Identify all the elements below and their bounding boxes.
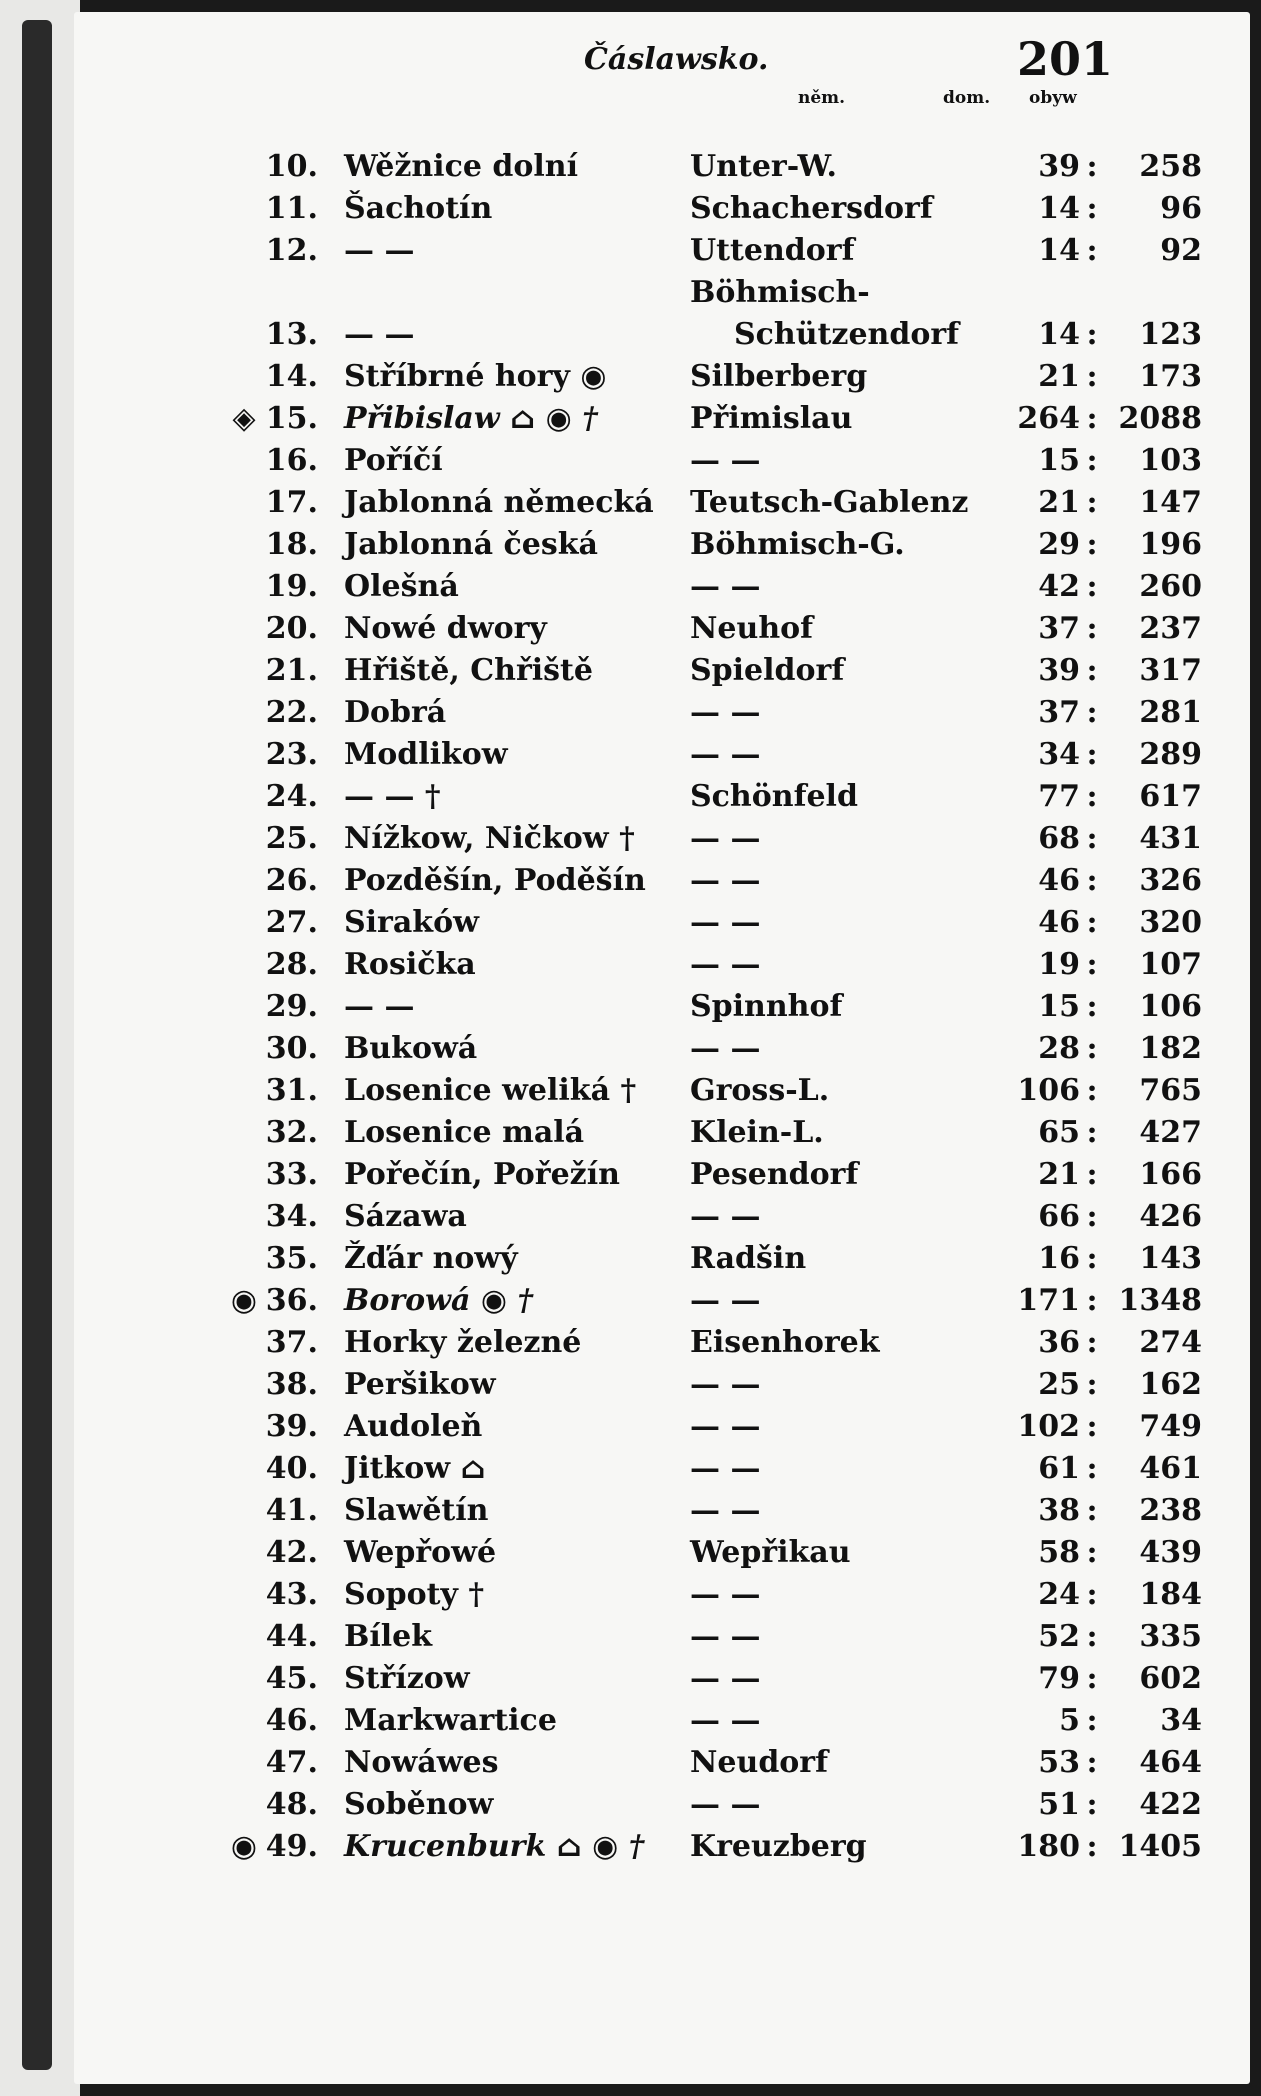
ratio-colon: : bbox=[1086, 191, 1098, 226]
inhabitant-count: 317 bbox=[1139, 653, 1202, 688]
place-name-german: Gross-L. bbox=[690, 1073, 830, 1108]
place-name-german: Klein-L. bbox=[690, 1115, 824, 1150]
ratio-colon: : bbox=[1086, 1493, 1098, 1528]
table-row bbox=[74, 1112, 1250, 1154]
place-name-german: Unter-W. bbox=[690, 149, 837, 184]
house-count: 28 bbox=[1038, 1031, 1080, 1066]
place-name-czech: Jablonná německá bbox=[344, 485, 654, 520]
place-name-czech: Jitkow ⌂ bbox=[344, 1451, 486, 1486]
house-count: 29 bbox=[1038, 527, 1080, 562]
ratio-colon: : bbox=[1086, 1283, 1098, 1318]
inhabitant-count: 602 bbox=[1139, 1661, 1202, 1696]
ratio-colon: : bbox=[1086, 653, 1098, 688]
row-number: 15. bbox=[265, 401, 318, 436]
ratio-colon: : bbox=[1086, 1661, 1098, 1696]
house-count: 39 bbox=[1038, 653, 1080, 688]
place-name-czech: Pozděšín, Poděšín bbox=[344, 863, 646, 898]
ratio-colon: : bbox=[1086, 401, 1098, 436]
inhabitant-count: 34 bbox=[1160, 1703, 1202, 1738]
place-name-german: Silberberg bbox=[690, 359, 868, 394]
inhabitant-count: 182 bbox=[1139, 1031, 1202, 1066]
house-count: 79 bbox=[1038, 1661, 1080, 1696]
inhabitant-count: 143 bbox=[1139, 1241, 1202, 1276]
table-row bbox=[74, 608, 1250, 650]
table-row bbox=[74, 1616, 1250, 1658]
house-count: 14 bbox=[1038, 317, 1080, 352]
house-count: 52 bbox=[1038, 1619, 1080, 1654]
inhabitant-count: 166 bbox=[1139, 1157, 1202, 1192]
place-name-czech: Dobrá bbox=[344, 695, 447, 730]
ratio-colon: : bbox=[1086, 1829, 1098, 1864]
inhabitant-count: 238 bbox=[1139, 1493, 1202, 1528]
place-name-german: — — bbox=[690, 1619, 761, 1654]
house-count: 36 bbox=[1038, 1325, 1080, 1360]
inhabitant-count: 326 bbox=[1139, 863, 1202, 898]
house-count: 42 bbox=[1038, 569, 1080, 604]
table-row bbox=[74, 692, 1250, 734]
row-number: 16. bbox=[265, 443, 318, 478]
column-header-german: něm. bbox=[798, 88, 846, 108]
place-name-czech: Jablonná česká bbox=[344, 527, 598, 562]
table-row bbox=[74, 650, 1250, 692]
place-name-czech: Losenice weliká † bbox=[344, 1073, 637, 1108]
house-count: 39 bbox=[1038, 149, 1080, 184]
table-row bbox=[74, 1658, 1250, 1700]
place-name-czech: — — bbox=[344, 989, 415, 1024]
row-number: 24. bbox=[265, 779, 318, 814]
place-name-german: — — bbox=[690, 821, 761, 856]
house-count: 25 bbox=[1038, 1367, 1080, 1402]
table-row bbox=[74, 1322, 1250, 1364]
row-number: 37. bbox=[265, 1325, 318, 1360]
place-name-german: — — bbox=[690, 1031, 761, 1066]
table-row bbox=[74, 272, 1250, 356]
table-row bbox=[74, 902, 1250, 944]
row-number: 42. bbox=[265, 1535, 318, 1570]
row-number: 22. bbox=[265, 695, 318, 730]
row-number: 12. bbox=[265, 233, 318, 268]
row-number: 21. bbox=[265, 653, 318, 688]
place-name-czech: Přibislaw ⌂ ◉ † bbox=[344, 401, 598, 436]
place-name-czech: — — bbox=[344, 233, 415, 268]
place-name-german: Teutsch-Gablenz bbox=[690, 485, 969, 520]
table-row bbox=[74, 1826, 1250, 1868]
table-row bbox=[74, 482, 1250, 524]
inhabitant-count: 1405 bbox=[1118, 1829, 1202, 1864]
house-count: 180 bbox=[1017, 1829, 1080, 1864]
inhabitant-count: 289 bbox=[1139, 737, 1202, 772]
table-row bbox=[74, 1532, 1250, 1574]
table-row bbox=[74, 188, 1250, 230]
table-row bbox=[74, 1238, 1250, 1280]
table-row bbox=[74, 524, 1250, 566]
row-number: 34. bbox=[265, 1199, 318, 1234]
place-name-czech: Nowé dwory bbox=[344, 611, 547, 646]
house-count: 38 bbox=[1038, 1493, 1080, 1528]
inhabitant-count: 2088 bbox=[1118, 401, 1202, 436]
place-name-czech: Losenice malá bbox=[344, 1115, 585, 1150]
row-number: 27. bbox=[265, 905, 318, 940]
inhabitant-count: 258 bbox=[1139, 149, 1202, 184]
inhabitant-count: 147 bbox=[1139, 485, 1202, 520]
table-row bbox=[74, 566, 1250, 608]
table-row bbox=[74, 986, 1250, 1028]
inhabitant-count: 281 bbox=[1139, 695, 1202, 730]
place-name-czech: Borowá ◉ † bbox=[344, 1283, 534, 1318]
house-count: 102 bbox=[1017, 1409, 1080, 1444]
ratio-colon: : bbox=[1086, 695, 1098, 730]
ratio-colon: : bbox=[1086, 947, 1098, 982]
place-name-czech: Krucenburk ⌂ ◉ † bbox=[344, 1829, 645, 1864]
house-count: 46 bbox=[1038, 863, 1080, 898]
ratio-colon: : bbox=[1086, 905, 1098, 940]
ratio-colon: : bbox=[1086, 443, 1098, 478]
row-number: 33. bbox=[265, 1157, 318, 1192]
table-row bbox=[74, 1070, 1250, 1112]
place-name-czech: Pořečín, Pořežín bbox=[344, 1157, 620, 1192]
row-number: 38. bbox=[265, 1367, 318, 1402]
house-count: 24 bbox=[1038, 1577, 1080, 1612]
ratio-colon: : bbox=[1086, 1073, 1098, 1108]
table-row bbox=[74, 1574, 1250, 1616]
ratio-colon: : bbox=[1086, 1451, 1098, 1486]
place-name-czech: Soběnow bbox=[344, 1787, 494, 1822]
place-name-german: — — bbox=[690, 737, 761, 772]
place-name-german: — — bbox=[690, 947, 761, 982]
book-spine bbox=[0, 0, 80, 2096]
inhabitant-count: 274 bbox=[1139, 1325, 1202, 1360]
table-row bbox=[74, 356, 1250, 398]
ratio-colon: : bbox=[1086, 1703, 1098, 1738]
inhabitant-count: 431 bbox=[1139, 821, 1202, 856]
ratio-colon: : bbox=[1086, 989, 1098, 1024]
inhabitant-count: 237 bbox=[1139, 611, 1202, 646]
row-number: 45. bbox=[265, 1661, 318, 1696]
ratio-colon: : bbox=[1086, 317, 1098, 352]
house-count: 171 bbox=[1017, 1283, 1080, 1318]
row-number: 30. bbox=[265, 1031, 318, 1066]
inhabitant-count: 106 bbox=[1139, 989, 1202, 1024]
table-row bbox=[74, 1028, 1250, 1070]
column-header-houses: dom. bbox=[943, 88, 991, 108]
house-count: 14 bbox=[1038, 233, 1080, 268]
place-name-czech: Audoleň bbox=[344, 1409, 483, 1444]
place-name-german: Schönfeld bbox=[690, 779, 858, 814]
row-marker-icon: ◉ bbox=[230, 1283, 258, 1318]
table-row bbox=[74, 1196, 1250, 1238]
inhabitant-count: 765 bbox=[1139, 1073, 1202, 1108]
row-number: 44. bbox=[265, 1619, 318, 1654]
place-name-german: Eisenhorek bbox=[690, 1325, 880, 1360]
running-title: Čáslawsko. bbox=[584, 42, 769, 77]
inhabitant-count: 439 bbox=[1139, 1535, 1202, 1570]
place-name-german: Kreuzberg bbox=[690, 1829, 867, 1864]
row-number: 28. bbox=[265, 947, 318, 982]
place-name-german-line1: Böhmisch- bbox=[690, 275, 870, 310]
place-name-czech: Žďár nowý bbox=[344, 1241, 518, 1276]
house-count: 58 bbox=[1038, 1535, 1080, 1570]
row-number: 13. bbox=[265, 317, 318, 352]
house-count: 61 bbox=[1038, 1451, 1080, 1486]
place-name-german: — — bbox=[690, 695, 761, 730]
ratio-colon: : bbox=[1086, 779, 1098, 814]
place-name-czech: Stříbrné hory ◉ bbox=[344, 359, 607, 394]
place-name-czech: Bílek bbox=[344, 1619, 433, 1654]
place-name-german: Radšin bbox=[690, 1241, 807, 1276]
place-name-german: — — bbox=[690, 1451, 761, 1486]
house-count: 68 bbox=[1038, 821, 1080, 856]
table-row bbox=[74, 944, 1250, 986]
table-row bbox=[74, 146, 1250, 188]
spine-shadow bbox=[22, 20, 52, 2070]
place-name-czech: Bukowá bbox=[344, 1031, 478, 1066]
inhabitant-count: 422 bbox=[1139, 1787, 1202, 1822]
row-number: 10. bbox=[265, 149, 318, 184]
place-name-german: Schachersdorf bbox=[690, 191, 933, 226]
place-name-german: Uttendorf bbox=[690, 233, 855, 268]
house-count: 15 bbox=[1038, 989, 1080, 1024]
place-name-czech: — — bbox=[344, 317, 415, 352]
place-name-german: Neuhof bbox=[690, 611, 814, 646]
inhabitant-count: 173 bbox=[1139, 359, 1202, 394]
table-row bbox=[74, 1448, 1250, 1490]
ratio-colon: : bbox=[1086, 1535, 1098, 1570]
inhabitant-count: 749 bbox=[1139, 1409, 1202, 1444]
row-number: 39. bbox=[265, 1409, 318, 1444]
place-name-german: — — bbox=[690, 1283, 761, 1318]
place-name-german: Spinnhof bbox=[690, 989, 843, 1024]
place-name-german: Böhmisch-G. bbox=[690, 527, 905, 562]
house-count: 19 bbox=[1038, 947, 1080, 982]
column-header-inhabitants: obyw bbox=[1029, 88, 1077, 108]
ratio-colon: : bbox=[1086, 1325, 1098, 1360]
place-name-czech: Sázawa bbox=[344, 1199, 467, 1234]
place-name-german: Schützendorf bbox=[734, 317, 960, 352]
house-count: 21 bbox=[1038, 359, 1080, 394]
inhabitant-count: 617 bbox=[1139, 779, 1202, 814]
row-number: 48. bbox=[265, 1787, 318, 1822]
place-name-czech: Wepřowé bbox=[344, 1535, 497, 1570]
ratio-colon: : bbox=[1086, 821, 1098, 856]
place-name-czech: Poříčí bbox=[344, 443, 443, 478]
row-number: 32. bbox=[265, 1115, 318, 1150]
table-row bbox=[74, 398, 1250, 440]
place-name-german: Pesendorf bbox=[690, 1157, 859, 1192]
house-count: 51 bbox=[1038, 1787, 1080, 1822]
place-name-czech: Horky železné bbox=[344, 1325, 582, 1360]
inhabitant-count: 184 bbox=[1139, 1577, 1202, 1612]
ratio-colon: : bbox=[1086, 863, 1098, 898]
place-name-czech: Slawětín bbox=[344, 1493, 489, 1528]
place-name-german: — — bbox=[690, 1577, 761, 1612]
row-number: 29. bbox=[265, 989, 318, 1024]
inhabitant-count: 162 bbox=[1139, 1367, 1202, 1402]
table-row bbox=[74, 734, 1250, 776]
place-name-czech: Siraków bbox=[344, 905, 479, 940]
inhabitant-count: 123 bbox=[1139, 317, 1202, 352]
ratio-colon: : bbox=[1086, 1241, 1098, 1276]
table-row bbox=[74, 1700, 1250, 1742]
inhabitant-count: 96 bbox=[1160, 191, 1202, 226]
inhabitant-count: 1348 bbox=[1118, 1283, 1202, 1318]
table-row bbox=[74, 1364, 1250, 1406]
table-row bbox=[74, 1742, 1250, 1784]
ratio-colon: : bbox=[1086, 569, 1098, 604]
ratio-colon: : bbox=[1086, 1031, 1098, 1066]
ratio-colon: : bbox=[1086, 527, 1098, 562]
ratio-colon: : bbox=[1086, 1367, 1098, 1402]
place-name-german: Spieldorf bbox=[690, 653, 845, 688]
place-name-czech: Markwartice bbox=[344, 1703, 557, 1738]
row-number: 46. bbox=[265, 1703, 318, 1738]
row-number: 40. bbox=[265, 1451, 318, 1486]
place-name-czech: Modlikow bbox=[344, 737, 508, 772]
row-marker-icon: ◉ bbox=[230, 1829, 258, 1864]
house-count: 264 bbox=[1017, 401, 1080, 436]
table-row bbox=[74, 776, 1250, 818]
house-count: 14 bbox=[1038, 191, 1080, 226]
ratio-colon: : bbox=[1086, 1409, 1098, 1444]
ratio-colon: : bbox=[1086, 611, 1098, 646]
house-count: 21 bbox=[1038, 485, 1080, 520]
place-name-czech: Rosička bbox=[344, 947, 476, 982]
house-count: 106 bbox=[1017, 1073, 1080, 1108]
house-count: 37 bbox=[1038, 611, 1080, 646]
place-name-czech: Nížkow, Ničkow † bbox=[344, 821, 635, 856]
place-name-german: — — bbox=[690, 1703, 761, 1738]
ratio-colon: : bbox=[1086, 1115, 1098, 1150]
table-row bbox=[74, 1784, 1250, 1826]
row-number: 19. bbox=[265, 569, 318, 604]
inhabitant-count: 461 bbox=[1139, 1451, 1202, 1486]
row-number: 41. bbox=[265, 1493, 318, 1528]
house-count: 77 bbox=[1038, 779, 1080, 814]
table-row bbox=[74, 230, 1250, 272]
ratio-colon: : bbox=[1086, 1577, 1098, 1612]
inhabitant-count: 427 bbox=[1139, 1115, 1202, 1150]
ratio-colon: : bbox=[1086, 737, 1098, 772]
row-number: 36. bbox=[265, 1283, 318, 1318]
place-name-czech: — — † bbox=[344, 779, 441, 814]
house-count: 5 bbox=[1059, 1703, 1080, 1738]
house-count: 65 bbox=[1038, 1115, 1080, 1150]
inhabitant-count: 92 bbox=[1160, 233, 1202, 268]
ratio-colon: : bbox=[1086, 1619, 1098, 1654]
place-list bbox=[74, 146, 1250, 1868]
place-name-czech: Peršikow bbox=[344, 1367, 496, 1402]
row-number: 25. bbox=[265, 821, 318, 856]
place-name-german: — — bbox=[690, 905, 761, 940]
row-number: 17. bbox=[265, 485, 318, 520]
place-name-german: — — bbox=[690, 569, 761, 604]
house-count: 66 bbox=[1038, 1199, 1080, 1234]
place-name-czech: Nowáwes bbox=[344, 1745, 499, 1780]
book-page bbox=[74, 12, 1250, 2084]
place-name-german: — — bbox=[690, 1661, 761, 1696]
house-count: 21 bbox=[1038, 1157, 1080, 1192]
ratio-colon: : bbox=[1086, 1199, 1098, 1234]
inhabitant-count: 260 bbox=[1139, 569, 1202, 604]
page-header bbox=[74, 26, 1250, 86]
row-number: 49. bbox=[265, 1829, 318, 1864]
row-number: 31. bbox=[265, 1073, 318, 1108]
ratio-colon: : bbox=[1086, 485, 1098, 520]
place-name-czech: Střízow bbox=[344, 1661, 470, 1696]
place-name-german: — — bbox=[690, 1787, 761, 1822]
table-row bbox=[74, 818, 1250, 860]
place-name-german: Wepřikau bbox=[690, 1535, 851, 1570]
row-number: 14. bbox=[265, 359, 318, 394]
table-row bbox=[74, 440, 1250, 482]
row-number: 35. bbox=[265, 1241, 318, 1276]
house-count: 16 bbox=[1038, 1241, 1080, 1276]
row-number: 23. bbox=[265, 737, 318, 772]
table-row bbox=[74, 1154, 1250, 1196]
table-row bbox=[74, 1280, 1250, 1322]
place-name-german: — — bbox=[690, 863, 761, 898]
row-number: 20. bbox=[265, 611, 318, 646]
place-name-czech: Šachotín bbox=[344, 191, 493, 226]
place-name-german: Neudorf bbox=[690, 1745, 829, 1780]
row-number: 11. bbox=[265, 191, 318, 226]
ratio-colon: : bbox=[1086, 1787, 1098, 1822]
inhabitant-count: 335 bbox=[1139, 1619, 1202, 1654]
table-row bbox=[74, 1490, 1250, 1532]
inhabitant-count: 107 bbox=[1139, 947, 1202, 982]
row-number: 26. bbox=[265, 863, 318, 898]
ratio-colon: : bbox=[1086, 359, 1098, 394]
inhabitant-count: 464 bbox=[1139, 1745, 1202, 1780]
ratio-colon: : bbox=[1086, 1157, 1098, 1192]
place-name-german: — — bbox=[690, 1493, 761, 1528]
row-number: 47. bbox=[265, 1745, 318, 1780]
place-name-czech: Wěžnice dolní bbox=[344, 149, 578, 184]
ratio-colon: : bbox=[1086, 1745, 1098, 1780]
place-name-german: — — bbox=[690, 1199, 761, 1234]
page-number: 201 bbox=[1017, 32, 1114, 86]
inhabitant-count: 320 bbox=[1139, 905, 1202, 940]
ratio-colon: : bbox=[1086, 149, 1098, 184]
house-count: 37 bbox=[1038, 695, 1080, 730]
table-row bbox=[74, 1406, 1250, 1448]
place-name-german: — — bbox=[690, 443, 761, 478]
place-name-czech: Olešná bbox=[344, 569, 459, 604]
row-marker-icon: ◈ bbox=[232, 401, 256, 436]
house-count: 15 bbox=[1038, 443, 1080, 478]
place-name-german: — — bbox=[690, 1409, 761, 1444]
row-number: 43. bbox=[265, 1577, 318, 1612]
place-name-czech: Sopoty † bbox=[344, 1577, 485, 1612]
inhabitant-count: 196 bbox=[1139, 527, 1202, 562]
table-row bbox=[74, 860, 1250, 902]
house-count: 34 bbox=[1038, 737, 1080, 772]
place-name-czech: Hřiště, Chřiště bbox=[344, 653, 593, 688]
inhabitant-count: 103 bbox=[1139, 443, 1202, 478]
inhabitant-count: 426 bbox=[1139, 1199, 1202, 1234]
place-name-german: — — bbox=[690, 1367, 761, 1402]
place-name-german: Přimislau bbox=[690, 401, 853, 436]
ratio-colon: : bbox=[1086, 233, 1098, 268]
row-number: 18. bbox=[265, 527, 318, 562]
house-count: 46 bbox=[1038, 905, 1080, 940]
house-count: 53 bbox=[1038, 1745, 1080, 1780]
